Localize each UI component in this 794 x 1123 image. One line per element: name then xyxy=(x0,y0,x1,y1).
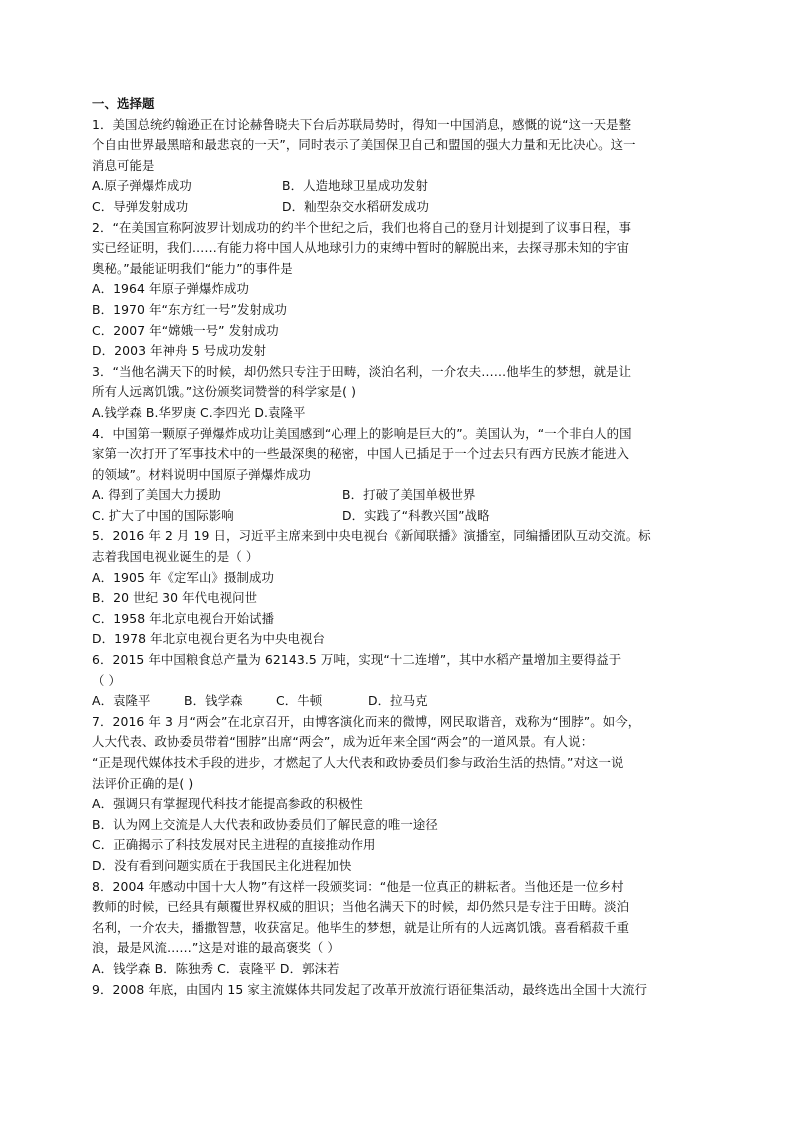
exam-page xyxy=(92,94,704,1000)
question-text-line: 6．2015 年中国粮食总产量为 62143.5 万吨，实现“十二连增”，其中水稻产量增加主要得益于 xyxy=(92,652,622,668)
question-text-line: 3．“当他名满天下的时候，却仍然只专注于田畴，淡泊名利，一介农夫……他毕生的梦想，就是让 xyxy=(92,363,632,379)
question-1 xyxy=(92,115,704,218)
options-row: A．钱学森 B．陈独秀 C．袁隆平 D．郭沫若 xyxy=(92,960,340,976)
options-row xyxy=(92,176,704,197)
question-text-line: 4．中国第一颗原子弹爆炸成功让美国感到“心理上的影响是巨大的”。美国认为，“一个非白人的国 xyxy=(92,425,632,441)
question-text-line: 消息可能是 xyxy=(92,157,155,173)
question-6 xyxy=(92,650,704,712)
option-c: C．1958 年北京电视台开始试播 xyxy=(92,610,275,626)
section-title: 一、选择题 xyxy=(92,96,155,111)
option-a: A．强调只有掌握现代科技才能提高参政的积极性 xyxy=(92,796,363,812)
option-d: D．2003 年神舟 5 号成功发射 xyxy=(92,343,267,359)
question-text-line: 2．“在美国宣称阿波罗计划成功的约半个世纪之后，我们也将自己的登月计划提到了议事日程，事 xyxy=(92,219,632,235)
option-a: A. 得到了美国大力援助 xyxy=(92,487,221,503)
option-c: C．牛顿 xyxy=(276,693,323,709)
question-text-line: 浪，最是风流……”这是对谁的最高褒奖（ ） xyxy=(92,940,340,956)
option-d: D．没有看到问题实质在于我国民主化进程加快 xyxy=(92,857,352,873)
option-a: A．1964 年原子弹爆炸成功 xyxy=(92,281,249,297)
options-row xyxy=(92,197,704,218)
question-text-line: 的领域”。材料说明中国原子弹爆炸成功 xyxy=(92,466,311,482)
option-c: C. 扩大了中国的国际影响 xyxy=(92,507,234,523)
question-4 xyxy=(92,424,704,527)
option-d: D．实践了“科教兴国”战略 xyxy=(342,507,490,523)
question-3 xyxy=(92,362,704,424)
option-d: D．拉马克 xyxy=(368,693,428,709)
option-a: A．袁隆平 xyxy=(92,693,151,709)
option-d: D．籼型杂交水稻研发成功 xyxy=(282,198,430,214)
option-b: B．20 世纪 30 年代电视问世 xyxy=(92,590,258,606)
question-5 xyxy=(92,526,704,650)
option-b: B．钱学森 xyxy=(184,693,243,709)
option-c: C．导弹发射成功 xyxy=(92,198,189,214)
options-row xyxy=(92,485,704,506)
question-text-line: 奥秘。”最能证明我们“能力”的事件是 xyxy=(92,260,293,276)
question-text-line: 7．2016 年 3 月“两会”在北京召开，由博客演化而来的微博，网民取谐音，戏称为“围脖”。如今， xyxy=(92,713,641,729)
question-text-line: 5．2016 年 2 月 19 日，习近平主席来到中央电视台《新闻联播》演播室，同编播团队互动交流。标 xyxy=(92,528,651,544)
question-text-line: 人大代表、政协委员带着“围脖”出席“两会”，成为近年来全国“两会”的一道风景。有人说： xyxy=(92,734,594,750)
question-text-line: 家第一次打开了军事技术中的一些最深奥的秘密，中国人已插足于一个过去只有西方民族才能进入 xyxy=(92,446,630,462)
options-row xyxy=(92,506,704,527)
question-text-line: 实已经证明，我们……有能力将中国人从地球引力的束缚中暂时的解脱出来，去探寻那未知的宇宙 xyxy=(92,240,630,256)
option-a: A．1905 年《定军山》摄制成功 xyxy=(92,569,274,585)
option-c: C．正确揭示了科技发展对民主进程的直接推动作用 xyxy=(92,837,376,853)
option-b: B．认为网上交流是人大代表和政协委员们了解民意的唯一途径 xyxy=(92,816,438,832)
question-text-line: 所有人远离饥饿。”这份颁奖词赞誉的科学家是( ) xyxy=(92,384,357,400)
question-text-line: 教师的时候，已经具有颠覆世界权威的胆识；当他名满天下的时候，却仍然只是专注于田畴。淡泊 xyxy=(92,899,630,915)
question-text-line: 志着我国电视业诞生的是（ ） xyxy=(92,549,259,565)
options-row xyxy=(92,691,704,712)
option-c: C．2007 年“嫦娥一号” 发射成功 xyxy=(92,322,279,338)
question-text-line: “正是现代媒体技术手段的进步，才燃起了人大代表和政协委员们参与政治生活的热情。”对这一说 xyxy=(92,755,624,770)
question-text-line: 法评价正确的是( ) xyxy=(92,775,194,791)
option-b: B．打破了美国单极世界 xyxy=(342,487,476,503)
question-8 xyxy=(92,877,704,980)
question-text-line: 8．2004 年感动中国十大人物”有这样一段颁奖词：“他是一位真正的耕耘者。当他还是一位乡村 xyxy=(92,878,624,894)
question-7 xyxy=(92,712,704,877)
question-text-line: 1．美国总统约翰逊正在讨论赫鲁晓夫下台后苏联局势时，得知一中国消息，感慨的说“这一天是整 xyxy=(92,116,632,132)
option-a: A.原子弹爆炸成功 xyxy=(92,178,192,194)
options-row: A.钱学森 B.华罗庚 C.李四光 D.袁隆平 xyxy=(92,404,306,420)
question-text-line: 个自由世界最黑暗和最悲哀的一天”，同时表示了美国保卫自己和盟国的强大力量和无比决心。这一 xyxy=(92,137,636,153)
question-2 xyxy=(92,218,704,362)
option-b: B．1970 年“东方红一号”发射成功 xyxy=(92,301,288,317)
question-9 xyxy=(92,980,704,1001)
question-text-line: 名利，一介农夫，播撒智慧，收获富足。他毕生的梦想，就是让所有的人远离饥饿。喜看稻菽千重 xyxy=(92,919,630,935)
question-text-line: 9．2008 年底，由国内 15 家主流媒体共同发起了改革开放流行语征集活动，最终选出全国十大流行 xyxy=(92,981,648,997)
option-d: D．1978 年北京电视台更名为中央电视台 xyxy=(92,631,325,647)
option-b: B．人造地球卫星成功发射 xyxy=(282,178,428,194)
question-text-line: （ ） xyxy=(92,672,122,688)
